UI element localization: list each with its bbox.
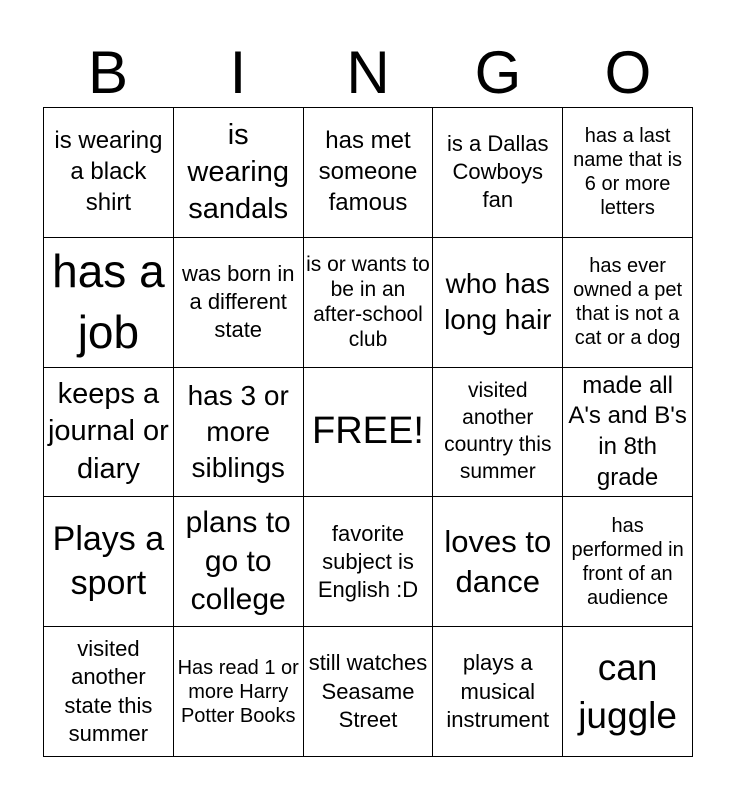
cell-text: is wearing sandals [187,118,289,225]
cell-text: made all A's and B's in 8th grade [568,371,687,491]
cell-text: keeps a journal or diary [47,378,169,485]
bingo-header [43,38,693,108]
cell-text: visited another country this summer [444,379,552,483]
cell-text: loves to dance [444,524,552,599]
cell-text: visited another state this summer [64,636,153,746]
header-letter-g: G [474,39,522,106]
cell-text: has a job [52,245,165,359]
bingo-cell [174,108,304,238]
cell-text: favorite subject is English :D [317,520,419,602]
bingo-cell [174,238,304,368]
header-letter-i: I [229,39,247,106]
header-letter-n: N [346,39,390,106]
bingo-cell [433,627,563,757]
cell-text: is or wants to be in an after-school club [306,252,430,352]
cell-text: has ever owned a pet that is not a cat or a dog [573,255,683,350]
free-space [304,368,434,498]
bingo-cell [304,497,434,627]
cell-text: has performed in front of an audience [571,514,684,609]
bingo-cell [563,108,693,238]
bingo-cell [433,368,563,498]
bingo-cell [304,238,434,368]
cell-text: plays a musical instrument [446,650,550,732]
bingo-cell [433,497,563,627]
bingo-cell [563,497,693,627]
cell-text: Plays a sport [52,520,165,602]
bingo-cell [44,238,174,368]
cell-text: has a last name that is 6 or more letters [573,125,683,220]
cell-text: has met someone famous [318,127,418,216]
bingo-cell [433,108,563,238]
bingo-cell [174,497,304,627]
bingo-cell [44,627,174,757]
bingo-cell [44,368,174,498]
bingo-cell [304,627,434,757]
free-space-text: FREE! [312,410,424,453]
cell-text: is wearing a black shirt [54,127,163,216]
bingo-cell [563,627,693,757]
bingo-grid [43,107,693,757]
cell-text: is a Dallas Cowboys fan [447,131,549,213]
bingo-cell [174,627,304,757]
bingo-cell [433,238,563,368]
bingo-cell [44,497,174,627]
bingo-cell [563,368,693,498]
cell-text: can juggle [578,647,677,736]
header-letter-b: B [87,39,129,106]
bingo-cell [563,238,693,368]
bingo-cell [44,108,174,238]
cell-text: who has long hair [444,268,552,336]
cell-text: Has read 1 or more Harry Potter Books [177,656,299,727]
cell-text: has 3 or more siblings [187,380,289,483]
cell-text: plans to go to college [185,506,291,616]
header-letter-o: O [604,39,652,106]
bingo-cell [174,368,304,498]
cell-text: still watches Seasame Street [308,650,428,732]
bingo-cell [304,108,434,238]
cell-text: was born in a different state [181,260,295,343]
